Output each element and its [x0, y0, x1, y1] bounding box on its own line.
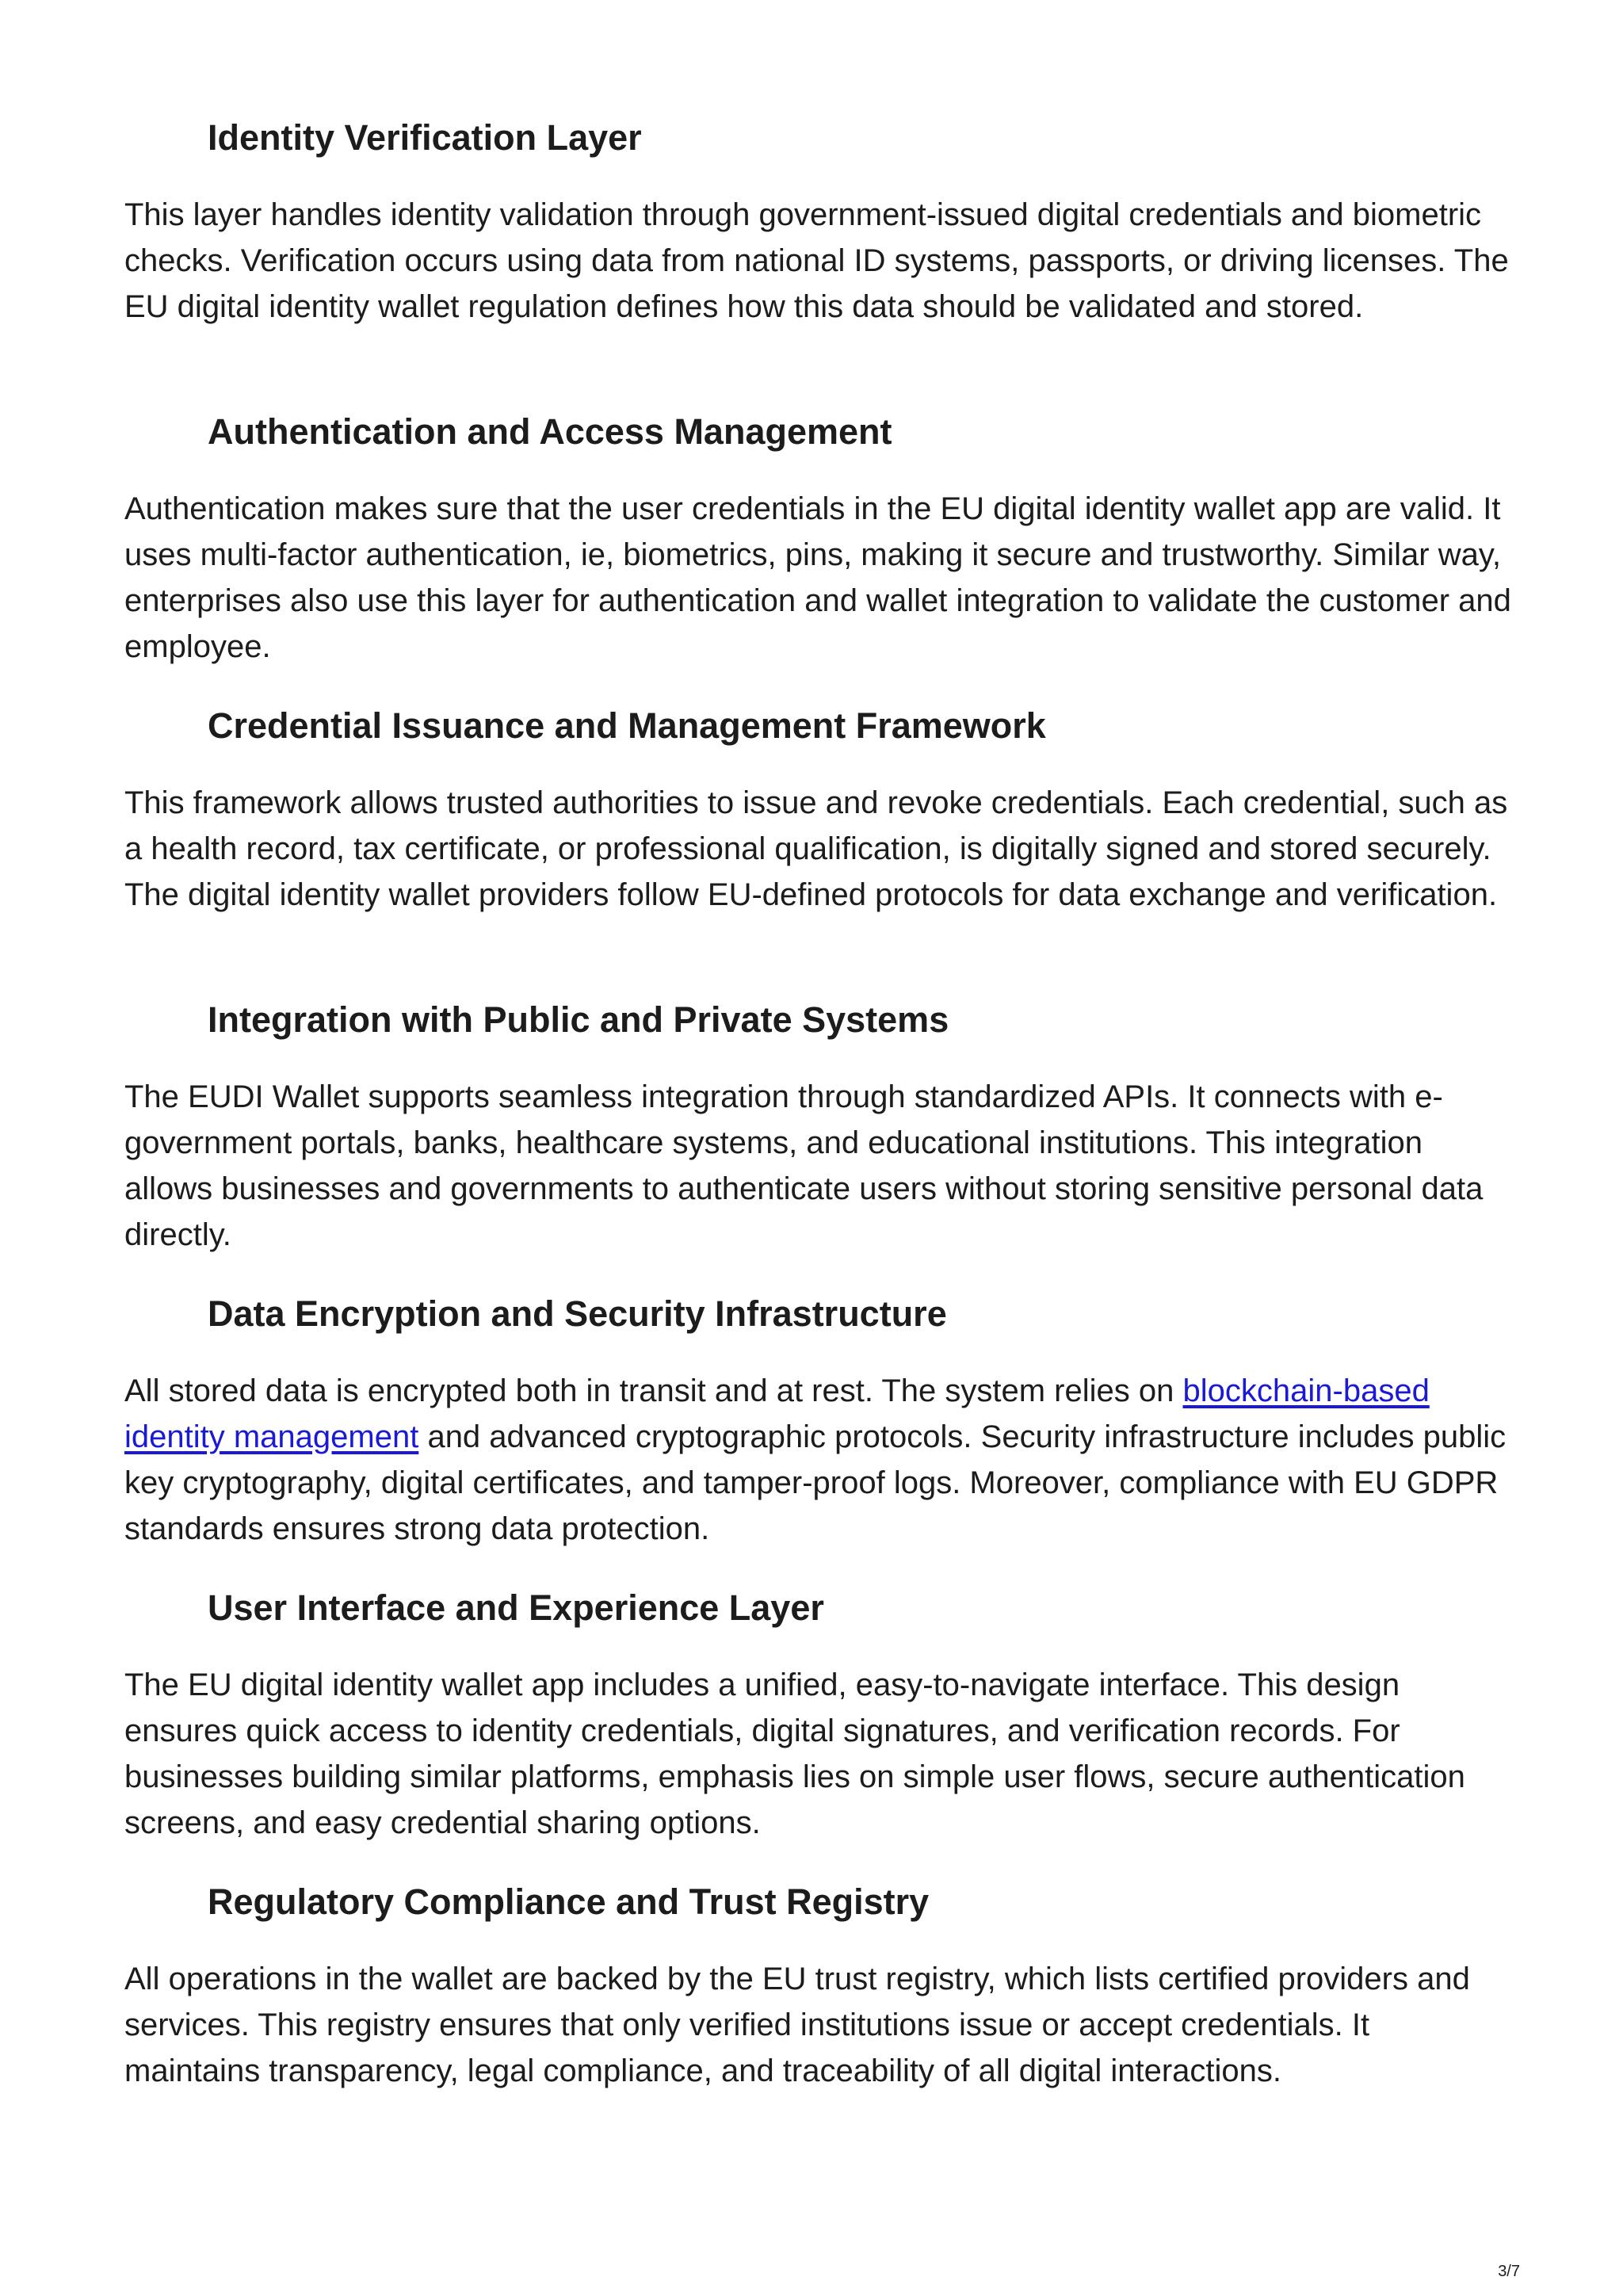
- page-number: 3/7: [1498, 2263, 1520, 2280]
- section-body: This framework allows trusted authorities to issue and revoke credentials. Each credential, such as a health record, tax certificate, or professional qualification, is digitally signed and stored securely. The digital identity wallet providers follow EU-defined protocols for data exchange and verification.: [124, 785, 1508, 912]
- section-body: [124, 1368, 1511, 1552]
- section-authentication: [124, 410, 1511, 670]
- blockchain-identity-link[interactable]: blockchain-based identity management: [124, 1373, 1430, 1454]
- section-integration: [124, 998, 1511, 1258]
- section-user-interface: [124, 1586, 1511, 1846]
- section-body: Authentication makes sure that the user credentials in the EU digital identity wallet app are valid. It uses multi-factor authentication, ie, biometrics, pins, making it secure and trustworthy. Similar way, enterprises also use this layer for authentication and wallet integration to validate the customer and employee.: [124, 491, 1511, 664]
- section-heading: Credential Issuance and Management Framework: [208, 705, 1046, 746]
- body-text-before-link: All stored data is encrypted both in transit and at rest. The system relies on: [124, 1373, 1183, 1408]
- section-body: The EU digital identity wallet app includes a unified, easy-to-navigate interface. This design ensures quick access to identity credentials, digital signatures, and verification records. For businesses building similar platforms, emphasis lies on simple user flows, secure authentication screens, and easy credential sharing options.: [124, 1668, 1465, 1840]
- section-heading: Data Encryption and Security Infrastructure: [208, 1293, 947, 1334]
- section-credential-issuance: [124, 704, 1511, 918]
- section-heading: User Interface and Experience Layer: [208, 1587, 824, 1628]
- section-identity-verification: [124, 116, 1511, 330]
- section-body: This layer handles identity validation through government-issued digital credentials and biometric checks. Verification occurs using data from national ID systems, passports, or driving licenses. The EU digital identity wallet regulation defines how this data should be validated and stored.: [124, 197, 1509, 324]
- section-heading: Identity Verification Layer: [208, 117, 642, 158]
- section-regulatory-compliance: [124, 1880, 1511, 2094]
- section-body: The EUDI Wallet supports seamless integration through standardized APIs. It connects with e-government portals, banks, healthcare systems, and educational institutions. This integration allows businesses and governments to authenticate users without storing sensitive personal data directly.: [124, 1079, 1484, 1252]
- body-text-after-link: and advanced cryptographic protocols. Security infrastructure includes public key cryptography, digital certificates, and tamper-proof logs. Moreover, compliance with EU GDPR standards ensures strong data protection.: [124, 1419, 1507, 1546]
- section-data-encryption: [124, 1292, 1511, 1552]
- section-heading: Regulatory Compliance and Trust Registry: [208, 1881, 930, 1922]
- section-heading: Authentication and Access Management: [208, 411, 892, 452]
- section-heading: Integration with Public and Private Systems: [208, 999, 949, 1040]
- section-body: All operations in the wallet are backed by the EU trust registry, which lists certified providers and services. This registry ensures that only verified institutions issue or accept credentials. It maintains transparency, legal compliance, and traceability of all digital interactions.: [124, 1962, 1470, 2088]
